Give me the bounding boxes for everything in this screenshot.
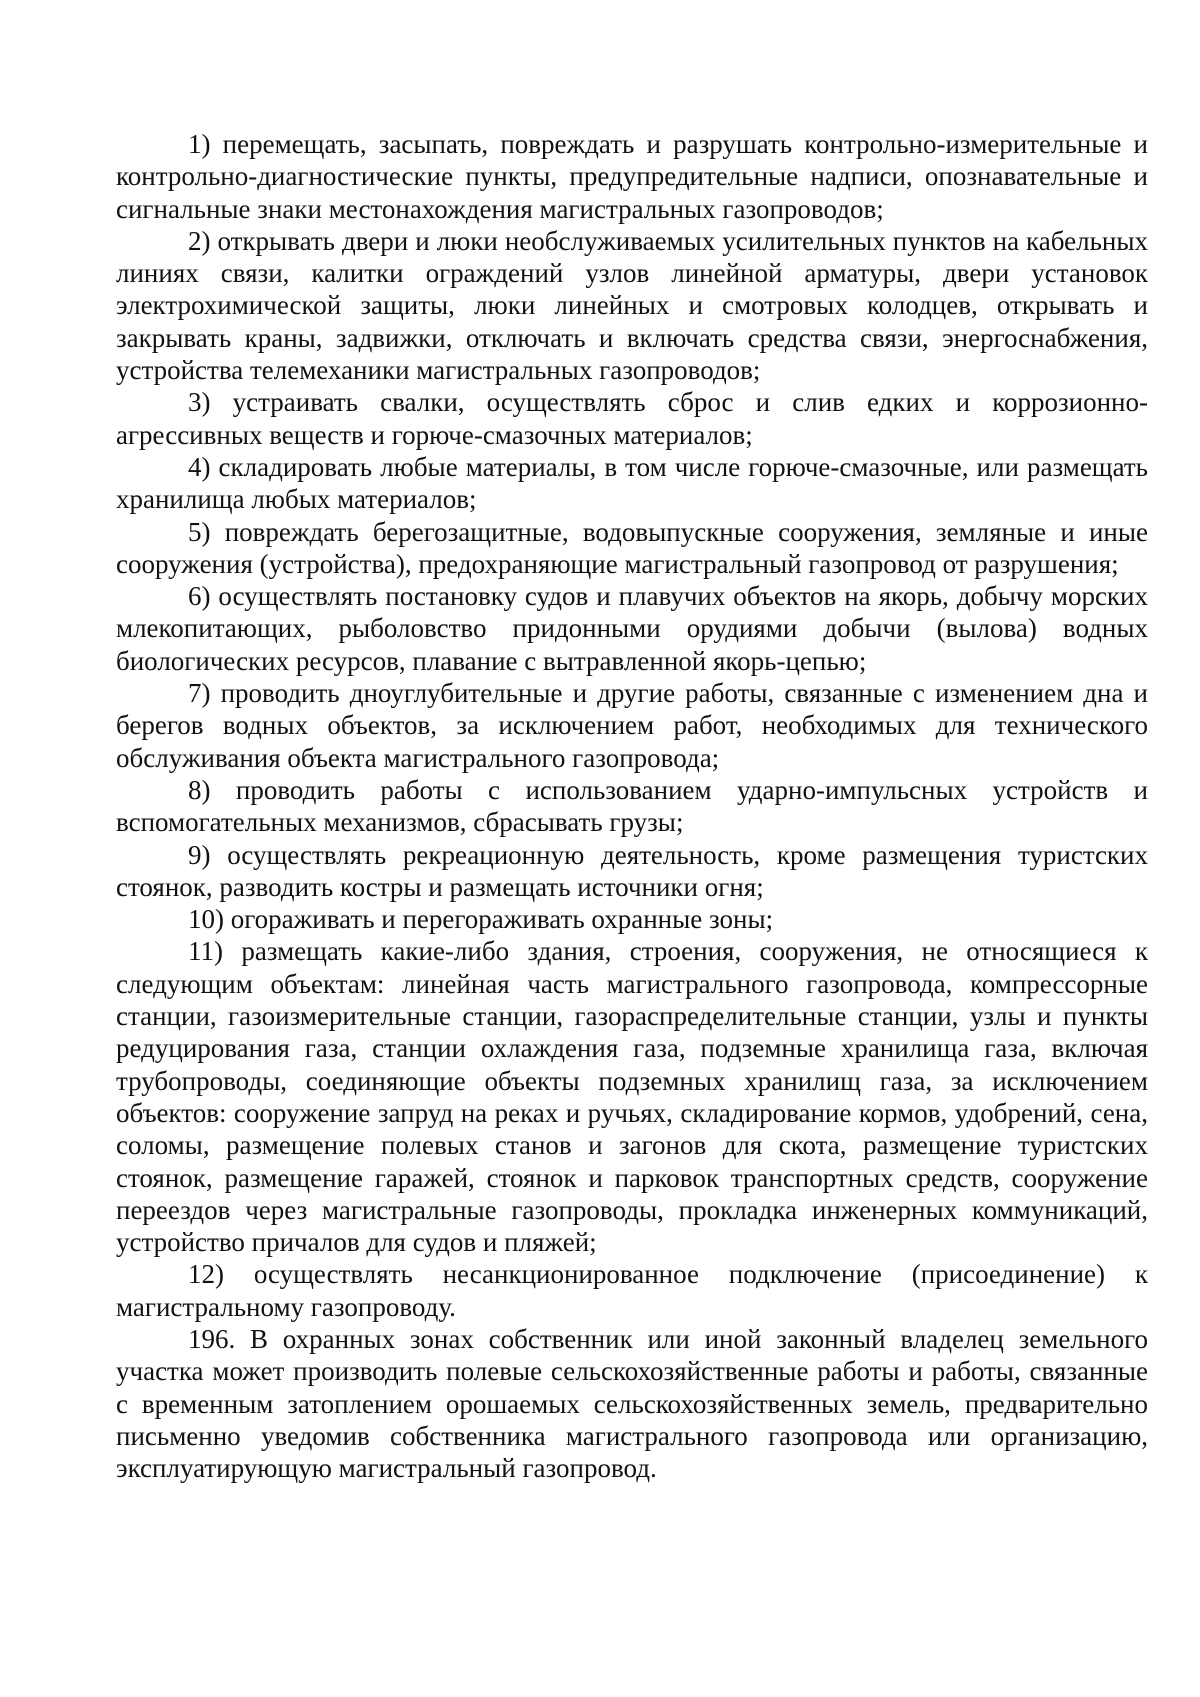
paragraph-item-1: 1) перемещать, засыпать, повреждать и разрушать контрольно-измерительные и контрольно-диагностические пункты, предупредительные надписи, опознавательные и сигнальные знаки местонахождения магистральных газопроводов; (116, 129, 1148, 224)
document-body (116, 128, 1148, 1484)
paragraph-196: 196. В охранных зонах собственник или иной законный владелец земельного участка может производить полевые сельскохозяйственные работы и работы, связанные с временным затоплением орошаемых сельскохозяйственных земель, предварительно письменно уведомив собственника магистрального газопровода или организацию, эксплуатирующую магистральный газопровод. (116, 1323, 1148, 1484)
paragraph-item-12: 12) осуществлять несанкционированное подключение (присоединение) к магистральному газопроводу. (116, 1259, 1148, 1322)
paragraph-item-7: 7) проводить дноуглубительные и другие работы, связанные с изменением дна и берегов водных объектов, за исключением работ, необходимых для технического обслуживания объекта магистрального газопровода; (116, 678, 1148, 773)
paragraph-item-2: 2) открывать двери и люки необслуживаемых усилительных пунктов на кабельных линиях связи, калитки ограждений узлов линейной арматуры, двери установок электрохимической защиты, люки линейных и смотровых колодцев, открывать и закрывать краны, задвижки, отключать и включать средства связи, энергоснабжения, устройства телемеханики магистральных газопроводов; (116, 225, 1148, 386)
paragraph-item-6: 6) осуществлять постановку судов и плавучих объектов на якорь, добычу морских млекопитающих, рыболовство придонными орудиями добычи (вылова) водных биологических ресурсов, плавание с вытравленной якорь-цепью; (116, 581, 1148, 676)
paragraph-item-10: 10) огораживать и перегораживать охранные зоны; (188, 904, 774, 935)
paragraph-item-11: 11) размещать какие-либо здания, строения, сооружения, не относящиеся к следующим объектам: линейная часть магистрального газопровода, компрессорные станции, газоизмерительные станции, газораспределительные станции, узлы и пункты редуцирования газа, станции охлаждения газа, подземные хранилища газа, включая трубопроводы, соединяющие объекты подземных хранилищ газа, за исключением объектов: сооружение запруд на реках и ручьях, складирование кормов, удобрений, сена, соломы, размещение полевых станов и загонов для скота, размещение туристских стоянок, размещение гаражей, стоянок и парковок транспортных средств, сооружение переездов через магистральные газопроводы, прокладка инженерных коммуникаций, устройство причалов для судов и пляжей; (116, 936, 1148, 1258)
paragraph-item-5: 5) повреждать берегозащитные, водовыпускные сооружения, земляные и иные сооружения (устройства), предохраняющие магистральный газопровод от разрушения; (116, 516, 1148, 579)
paragraph-item-4: 4) складировать любые материалы, в том числе горюче-смазочные, или размещать хранилища любых материалов; (116, 451, 1148, 515)
paragraph-item-3: 3) устраивать свалки, осуществлять сброс и слив едких и коррозионно-агрессивных веществ и горюче-смазочных материалов; (116, 387, 1148, 450)
paragraph-item-9: 9) осуществлять рекреационную деятельность, кроме размещения туристских стоянок, разводить костры и размещать источники огня; (116, 839, 1148, 902)
paragraph-item-8: 8) проводить работы с использованием ударно-импульсных устройств и вспомогательных механизмов, сбрасывать грузы; (116, 774, 1148, 838)
